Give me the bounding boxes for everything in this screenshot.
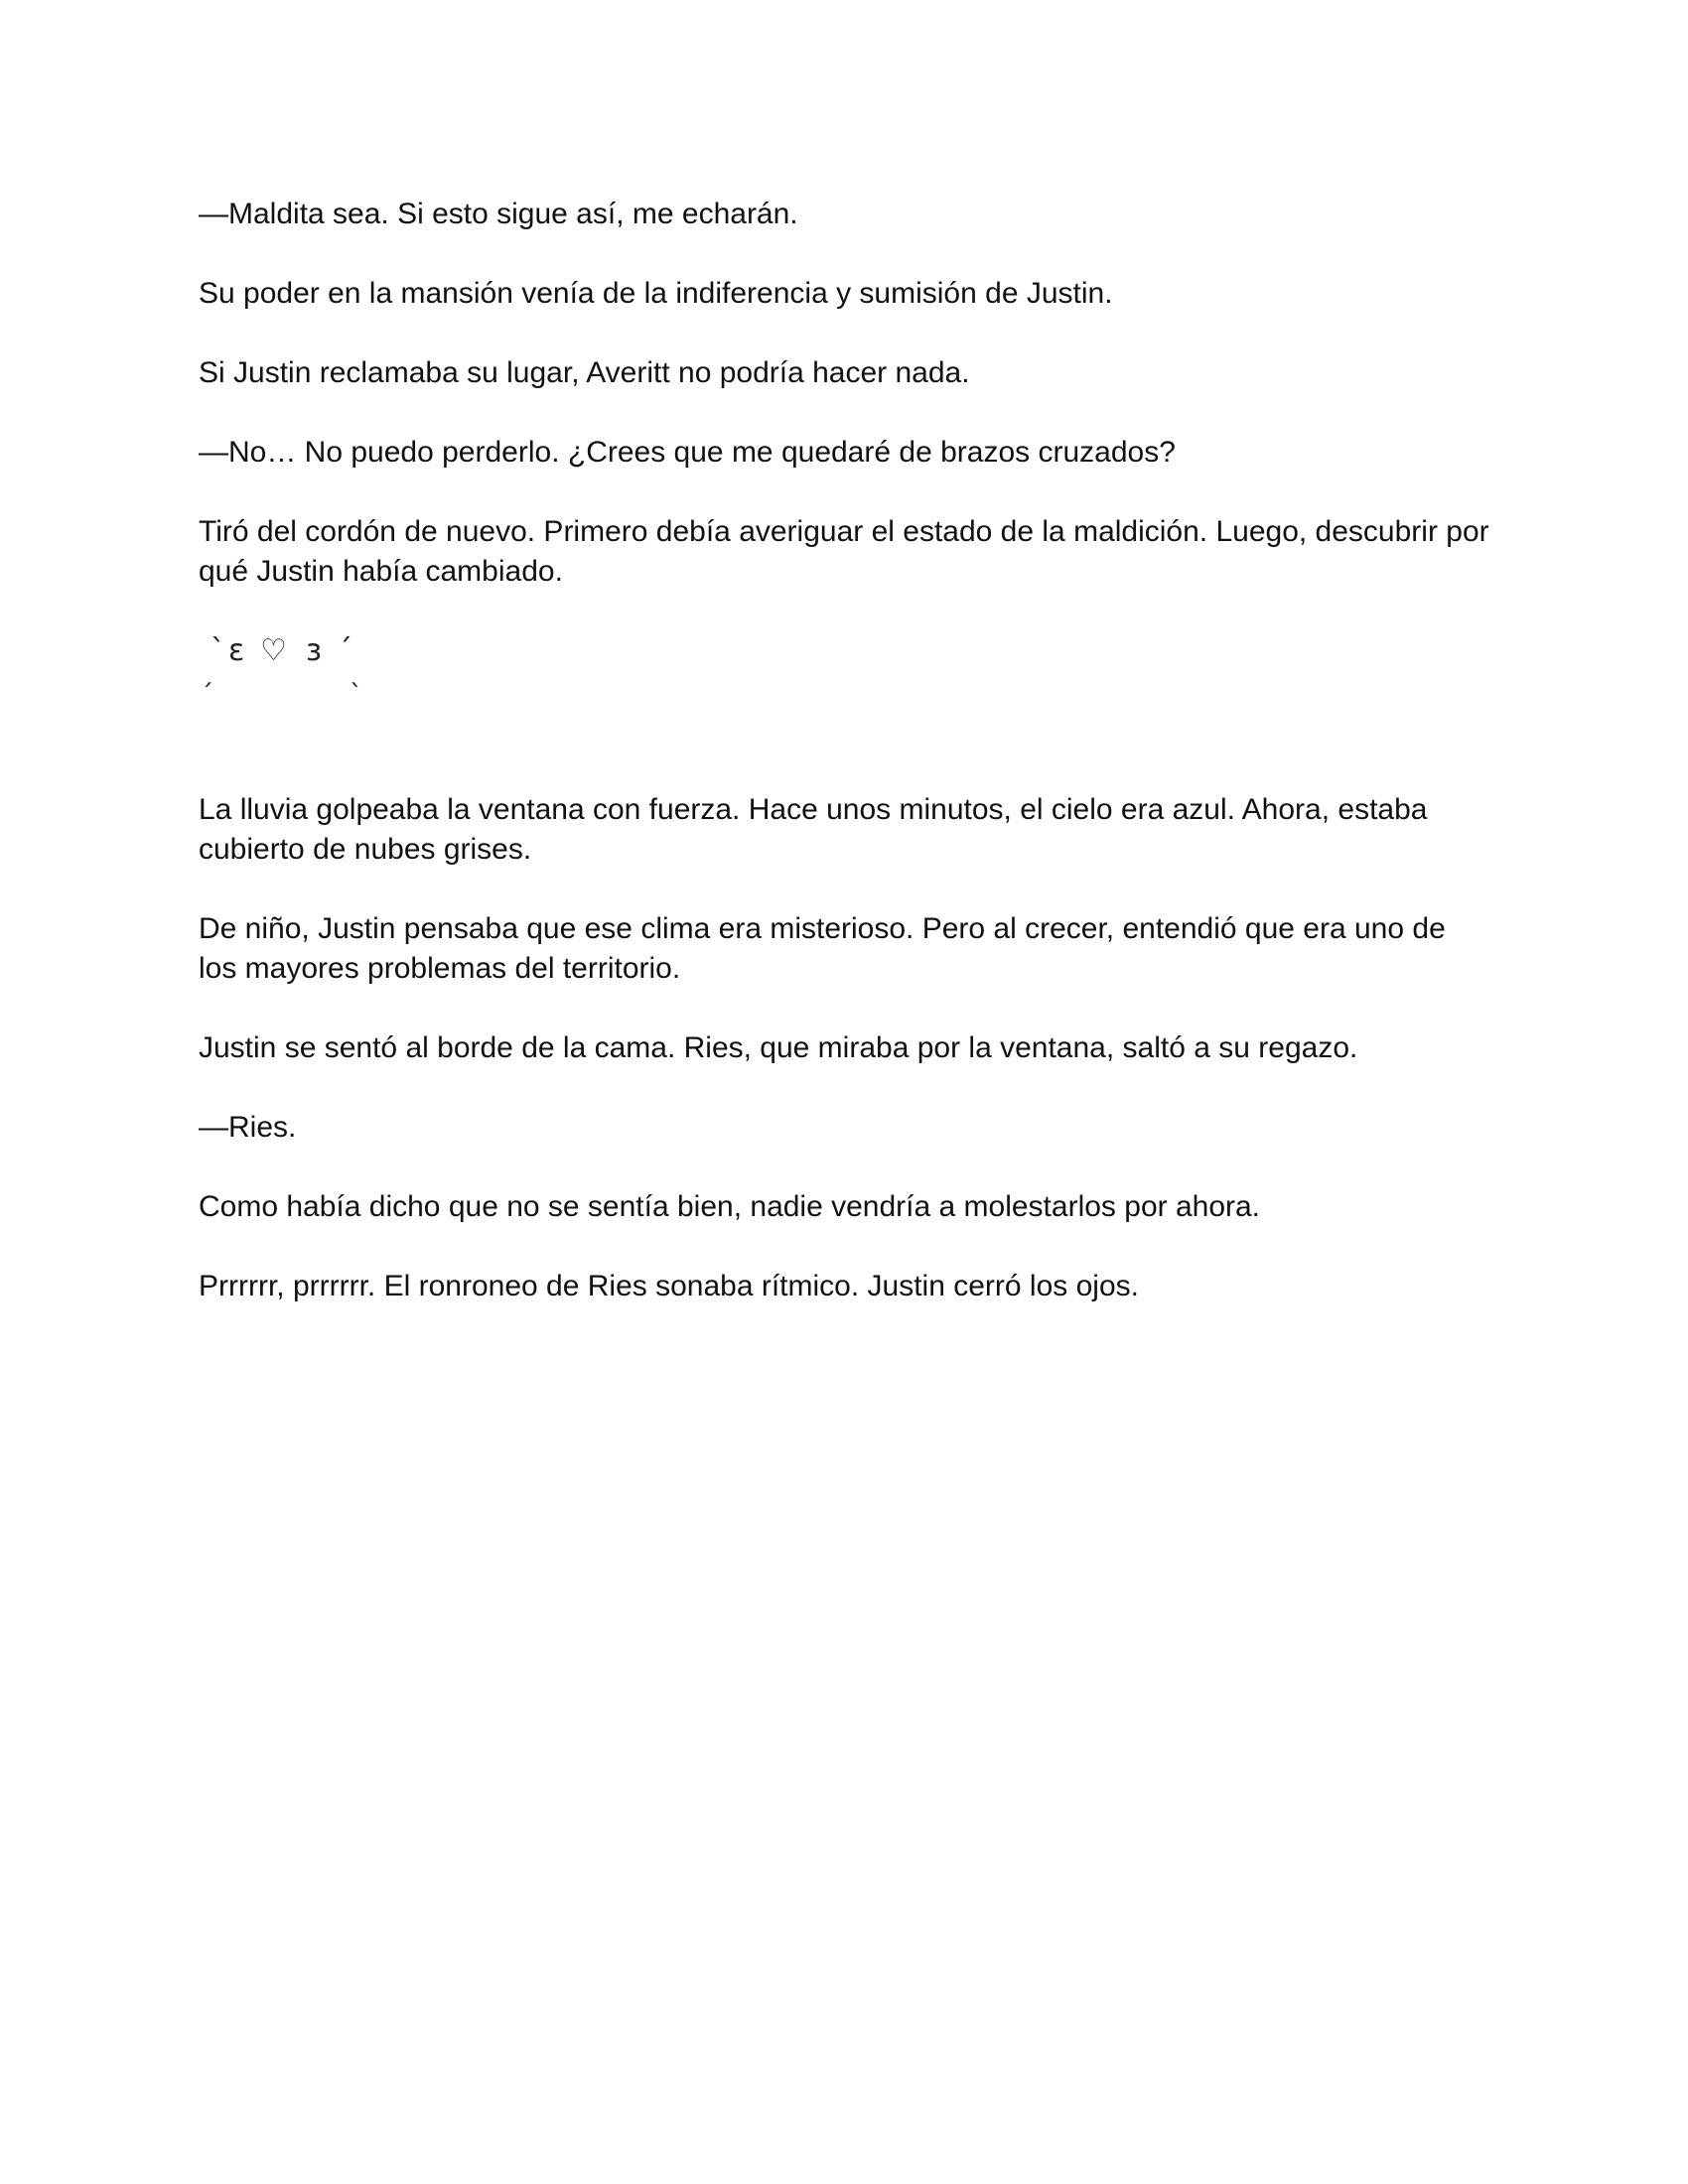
paragraph: Prrrrrr, prrrrrr. El ronroneo de Ries sonaba rítmico. Justin cerró los ojos. (199, 1270, 1139, 1302)
paragraph: De niño, Justin pensaba que ese clima era misterioso. Pero al crecer, entendió que era uno de los mayores problemas del territorio. (199, 912, 1446, 985)
paragraph: Justin se sentó al borde de la cama. Ries, que miraba por la ventana, saltó a su regazo. (199, 1031, 1358, 1064)
paragraph: —Ries. (199, 1111, 297, 1144)
divider-mark-ze: з (306, 633, 322, 668)
paragraph: —Maldita sea. Si esto sigue así, me echarán. (199, 198, 798, 230)
divider-mark-epsilon: ε (228, 633, 245, 668)
paragraph: La lluvia golpeaba la ventana con fuerza. Hace unos minutos, el cielo era azul. Ahora, estaba cubierto de nubes grises. (199, 793, 1428, 866)
paragraph: —No… No puedo perderlo. ¿Crees que me quedaré de brazos cruzados? (199, 436, 1176, 469)
heart-icon: ♡ (260, 633, 287, 668)
scene-break-divider (199, 631, 1489, 711)
divider-mark-left-low: ˏ (201, 658, 213, 688)
divider-mark-left-high: ˋ (211, 633, 225, 668)
paragraph: Como había dicho que no se sentía bien, nadie vendría a molestarlos por ahora. (199, 1190, 1261, 1223)
divider-mark-right-low: ˎ (350, 658, 362, 688)
paragraph: Si Justin reclamaba su lugar, Averitt no podría hacer nada. (199, 356, 970, 389)
paragraph: Tiró del cordón de nuevo. Primero debía averiguar el estado de la maldición. Luego, descubrir por qué Justin había cambiado. (199, 515, 1489, 588)
document-body (199, 195, 1489, 1346)
divider-mark-right-high: ˊ (338, 633, 352, 668)
paragraph: Su poder en la mansión venía de la indiferencia y sumisión de Justin. (199, 277, 1113, 310)
